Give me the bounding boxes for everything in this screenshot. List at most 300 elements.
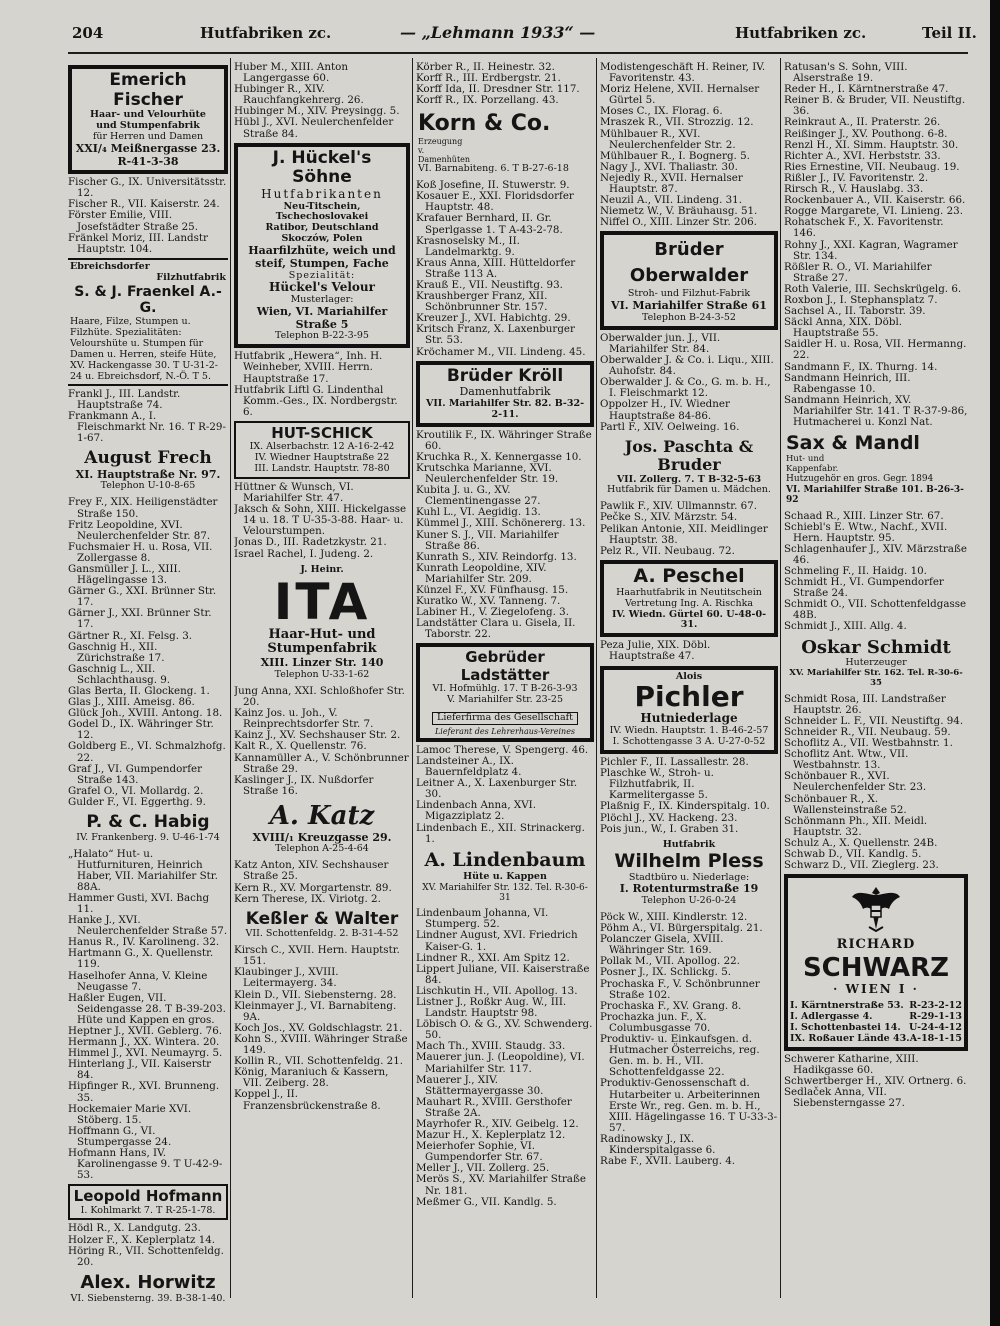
ad-line: Hutfabrikanten: [261, 186, 383, 201]
directory-entry: Schönbauer R., XVI. Neulerchenfelder Str. 23.: [784, 770, 927, 794]
ad-emerich-fischer: [68, 65, 228, 174]
ad-address: VII. Schottenfeldg. 2. B-31-4-52: [245, 928, 399, 940]
ad-line: Haarfilzhüte, weich und steif, Stumpen, Fache: [248, 244, 396, 270]
directory-entry: Gaschnig L., XII. Schlachthausg. 9.: [68, 662, 171, 686]
ad-company-name: P. & C. Habig: [86, 812, 210, 833]
page-number: 204: [72, 24, 104, 42]
ad-line: Alois: [675, 670, 703, 682]
directory-entry: Kleinmayer J., VI. Barnabiteng. 9A.: [234, 999, 397, 1023]
column-3: [416, 62, 594, 1314]
directory-entry: Neuzil A., VII. Lindeng. 31.: [600, 194, 742, 207]
directory-entry: Schmidt O., VII. Schottenfeldgasse 48B.: [784, 598, 967, 622]
directory-entry: Kraus Anna, XIII. Hütteldorfer Straße 113 A.: [416, 256, 576, 280]
ad-address: XVIII/₁ Kreuzgasse 29.: [252, 830, 392, 844]
directory-entry: Gulder F., VI. Eggerthg. 9.: [68, 795, 206, 808]
directory-entry: Schlagenhaufer J., XIV. Märzstraße 46.: [784, 542, 967, 566]
ad-company-name: Brüder Kröll: [446, 365, 564, 386]
branch-address: I. Kärntnerstraße 53.: [790, 999, 904, 1011]
directory-entry: Gaschnig H., XII. Zürichstraße 17.: [68, 640, 165, 664]
directory-entry: König, Maraniuch & Kassern, VII. Zeiberg. 28.: [234, 1066, 389, 1090]
directory-entry: Posner J., IX. Schlickg. 5.: [600, 966, 732, 979]
entry-list-schaad: [784, 511, 968, 633]
directory-entry: Ratusan's S. Sohn, VIII. Alserstraße 19.: [784, 62, 908, 85]
directory-entry: Pawlik F., XIV. Ullmannstr. 67.: [600, 500, 758, 513]
entry-list-hoedl: [68, 1223, 228, 1267]
ad-line: Hüte u. Kappen: [463, 870, 547, 882]
ad-katz: [234, 800, 410, 857]
directory-entry: Nejedly R., XVII. Hernalser Hauptstr. 87.: [600, 171, 743, 196]
ad-august-frech: [68, 447, 228, 494]
directory-entry: Schaad R., XIII. Linzer Str. 67.: [784, 509, 944, 522]
directory-entry: Kalt R., X. Quellenstr. 76.: [234, 740, 367, 753]
directory-entry: Holzer F., X. Keplerplatz 14.: [68, 1233, 216, 1246]
directory-entry: Rockenbauer A., VII. Kaiserstr. 66.: [784, 194, 966, 207]
directory-entry: Schmidt H., VI. Gumpendorfer Straße 24.: [784, 576, 944, 600]
ad-address: XI. Hauptstraße Nr. 97.: [75, 467, 221, 481]
column-1: [68, 62, 228, 1314]
ad-hut-schick: [234, 421, 410, 479]
directory-entry: Lindenbaum Johanna, VI. Stumperg. 52.: [416, 907, 549, 931]
directory-entry: Rößler R. O., VI. Mariahilfer Straße 27.: [784, 260, 932, 284]
directory-entry: Pelz R., VII. Neubaug. 72.: [600, 544, 735, 557]
branch-phone: R-23-2-12: [909, 999, 962, 1011]
ad-address: XIII. Linzer Str. 140: [260, 656, 384, 670]
ad-address: XXI/₄ Meißnergasse 23. R-41-3-38: [75, 141, 221, 168]
directory-entry: Meßmer G., VII. Kandlg. 5.: [416, 1195, 557, 1208]
directory-entry: Merös S., XV. Mariahilfer Straße Nr. 181.: [416, 1173, 586, 1197]
ad-line: Haar- und Velourhüte: [90, 109, 206, 121]
ad-line: Haarhutfabrik in Neutitschein: [616, 586, 762, 598]
directory-entry: Hödl R., X. Landgutg. 23.: [68, 1222, 201, 1235]
entry-list-kirsch: [234, 945, 410, 1111]
directory-entry: Rißler J., IV. Favoritenstr. 2.: [784, 171, 929, 184]
ad-line: Hutfabrik: [662, 838, 716, 850]
ad-leopold-hofmann: [68, 1184, 228, 1220]
scan-edge: [990, 0, 1000, 1326]
ad-line: Vertretung Ing. A. Rischka: [624, 597, 754, 609]
directory-entry: Pöck W., XIII. Kindlerstr. 12.: [600, 911, 748, 924]
directory-entry: Künzel F., XV. Fünfhausg. 15.: [416, 584, 569, 596]
directory-entry: Hubinger R., XIV. Rauchfangkehrerg. 26.: [234, 83, 364, 107]
directory-entry: Roxbon J., I. Stephansplatz 7.: [784, 293, 938, 306]
ad-line: Stroh- und Filzhut-Fabrik: [627, 288, 751, 300]
directory-entry: Kubita J. u. G., XV. Clementinengasse 27.: [416, 484, 541, 508]
directory-entry: Kruchka R., X. Kennergasse 10.: [416, 450, 582, 463]
directory-entry: Reiner B. & Bruder, VII. Neustiftg. 36.: [784, 94, 966, 118]
column-4: [600, 62, 778, 1314]
directory-entry: Jonas D., III. Radetzkystr. 21.: [234, 536, 387, 549]
right-section-title: Hutfabriken zc.: [735, 24, 867, 42]
entry-list-frey-gulder: [68, 497, 228, 808]
directory-entry: Plöchl J., XV. Hackeng. 23.: [600, 811, 738, 824]
ad-address: I. Kohlmarkt 7. T R-25-1-78.: [80, 1204, 216, 1216]
directory-entry: Lippert Juliane, VII. Kaiserstraße 84.: [416, 962, 590, 986]
directory-entry: Mühlbauer R., I. Bognerg. 5.: [600, 149, 750, 162]
directory-entry: Plaßnig F., IX. Kinderspitalg. 10.: [600, 800, 770, 813]
directory-entry: Korff Ida, II. Dresdner Str. 117.: [416, 83, 580, 96]
ad-line: RICHARD: [836, 937, 916, 953]
ad-line: VI. Hofmühlg. 17. T B-26-3-93: [432, 682, 578, 694]
ad-pichler: [600, 666, 778, 755]
directory-entry: Peza Julie, XIX. Döbl. Hauptstraße 47.: [600, 639, 711, 663]
ad-address: VI. Siebensterng. 39. B-38-1-40.: [70, 1292, 226, 1304]
directory-entry: Listner J., Roßkr Aug. W., III. Landstr. Hauptstr 98.: [416, 995, 567, 1020]
directory-entry: Schoflitz A., VII. Westbahnstr. 1.: [784, 737, 953, 750]
ad-line: IV. Wiedn. Hauptstr. 1. B-46-2-57: [609, 725, 769, 737]
ad-address: IV. Frankenberg. 9. U-46-1-74: [76, 831, 220, 843]
entry-list-oberwalder: [600, 333, 778, 433]
directory-entry: Krauß E., VII. Neustiftg. 93.: [416, 279, 563, 291]
directory-entry: Partl F., XIV. Oelweing. 16.: [600, 420, 740, 433]
entry-list-koss: [416, 180, 594, 358]
ad-company-name: A. Peschel: [633, 564, 745, 587]
directory-entry: Kirsch C., XVII. Hern. Hauptstr. 151.: [234, 944, 400, 968]
directory-entry: Mauhart R., XVIII. Gersthofer Straße 2A.: [416, 1095, 572, 1119]
directory-entry: Schwab D., VII. Kandlg. 5.: [784, 847, 922, 860]
directory-entry: Prochazka jun. F., X. Columbusgasse 70.: [600, 1010, 711, 1034]
directory-entry: Kuhl L., VI. Aegidig. 13.: [416, 506, 541, 519]
branch-address: IX. Roßauer Lände 43.: [790, 1032, 910, 1044]
ad-phone: Telephon U-26-0-24: [641, 895, 737, 907]
directory-entry: Graf J., VI. Gumpendorfer Straße 143.: [68, 762, 203, 786]
directory-entry: Schulz A., X. Quellenstr. 24B.: [784, 836, 938, 849]
directory-entry: Kaslinger J., IX. Nußdorfer Straße 16.: [234, 773, 374, 797]
directory-entry: Labiner H., V. Ziegelofeng. 3.: [416, 606, 569, 619]
directory-entry: Haßler Eugen, VII. Seidengasse 28. T B-39-203. Hüte und Kappen en gros.: [68, 991, 226, 1026]
directory-entry: Hanus R., IV. Karolineng. 32.: [68, 936, 220, 949]
directory-entry: Kuratko W., XV. Tanneng. 7.: [416, 595, 561, 608]
column-divider: [596, 58, 597, 1298]
directory-entry: Sedlaček Anna, VII. Siebensterngasse 27.: [784, 1085, 905, 1109]
ad-company-name: Oskar Schmidt: [801, 636, 951, 658]
directory-entry: Hermann J., XX. Wintera. 20.: [68, 1036, 220, 1049]
directory-entry: Krutschka Marianne, XVI. Neulerchenfelder Str. 19.: [416, 461, 559, 486]
directory-entry: Kainz Jos. u. Joh., V. Reinprechtsdorfer Str. 7.: [234, 707, 374, 731]
ad-wilhelm-pless: [600, 838, 778, 909]
directory-entry: Fuchsmaier H. u. Rosa, VII. Zollergasse 8.: [68, 540, 213, 564]
directory-entry: Huber M., XIII. Anton Langergasse 60.: [234, 62, 348, 85]
directory-entry: Hüttner & Wunsch, VI. Mariahilfer Str. 47.: [234, 480, 354, 505]
ad-gebrueder-ladstaetter: [416, 643, 594, 741]
directory-entry: Modistengeschäft H. Reiner, IV. Favoritenstr. 43.: [600, 62, 766, 85]
directory-entry: Plaschke W., Stroh- u. Filzhutfabrik, II. Karmelitergasse 5.: [600, 767, 714, 802]
ad-line: Ratibor, Deutschland: [265, 222, 379, 234]
directory-entry: Himmel J., XVI. Neumayrg. 5.: [68, 1047, 223, 1060]
ad-line: und Stumpenfabrik: [96, 120, 200, 132]
directory-entry: Katz Anton, XIV. Sechshauser Straße 25.: [234, 859, 389, 883]
directory-entry: Höring R., VII. Schottenfeldg. 20.: [68, 1244, 224, 1268]
directory-entry: Pichler F., II. Lassallestr. 28.: [600, 756, 749, 769]
directory-entry: Krafauer Bernhard, II. Gr. Sperlgasse 1. T A-43-2-78.: [416, 212, 563, 236]
directory-entry: Prochaska F., XV. Grang. 8.: [600, 999, 742, 1012]
directory-entry: Jaksch & Sohn, XIII. Hickelgasse 14 u. 18. T U-35-3-88. Haar- u. Velourstumpen.: [234, 503, 407, 538]
directory-entry: Kern Therese, IX. Viriotg. 2.: [234, 892, 381, 905]
directory-entry: Radinowsky J., IX. Kinderspitalgasse 6.: [600, 1132, 716, 1156]
directory-entry: Renzl H., XI. Simm. Hauptstr. 30.: [784, 138, 959, 151]
column-divider: [780, 58, 781, 1298]
directory-entry: Pöhm A., VI. Bürgerspitalg. 21.: [600, 922, 763, 935]
directory-entry: Rogge Margarete, VI. Linieng. 23.: [784, 205, 963, 218]
entry-list-lamoc: [416, 745, 594, 845]
directory-entry: Förster Emilie, VIII. Josefstädter Straße 25.: [68, 209, 198, 233]
ad-line: V. Mariahilfer Str. 23-25: [446, 693, 564, 705]
directory-entry: Godel D., IX. Währinger Str. 12.: [68, 718, 214, 742]
directory-entry: Frey F., XIX. Heiligenstädter Straße 150.: [68, 496, 218, 520]
directory-entry: Mach Th., XVIII. Staudg. 33.: [416, 1040, 566, 1053]
ad-line: Haare, Filze, Stumpen u. Filzhüte. Spezialitäten: Velourshüte u. Stumpen für Damen u. Herren, steife Hüte, XV. Hackengasse 30. T U-31-2-24 u. Ebreichsdorf, N.-Ö. T 5.: [70, 315, 218, 382]
directory-entry: Körber R., II. Heinestr. 32.: [416, 62, 555, 73]
ad-line: Huterzeuger: [845, 657, 907, 669]
directory-entry: Löbisch O. & G., XV. Schwenderg. 50.: [416, 1018, 593, 1042]
directory-entry: Jung Anna, XXI. Schloßhofer Str. 20.: [234, 684, 405, 709]
entry-list-koerber: [416, 62, 594, 106]
ad-company-name: Sax & Mandl: [786, 432, 920, 455]
ad-line: I. Schottengasse 3 A. U-27-0-52: [612, 736, 766, 748]
ad-company-name: J. Hückel's Söhne: [272, 147, 372, 188]
entry-list-huettner: [234, 482, 410, 560]
directory-entry: Schwarz D., VII. Zieglerg. 23.: [784, 859, 939, 872]
ad-company-name: HUT-SCHICK: [271, 423, 373, 442]
directory-entry: Pollak M., VII. Apollog. 22.: [600, 955, 740, 968]
directory-entry: Mraszek R., VII. Strozzig. 12.: [600, 116, 754, 129]
directory-entry: Lamoc Therese, V. Spengerg. 46.: [416, 743, 589, 756]
directory-entry: Heptner J., XVII. Geblerg. 76.: [68, 1025, 223, 1037]
ad-line: Hutfabrik für Damen u. Mädchen.: [607, 484, 771, 496]
directory-entry: Schwerer Katharine, XIII. Hadikgasse 60.: [784, 1052, 919, 1076]
directory-entry: Hockemaier Marie XVI. Stöberg. 15.: [68, 1102, 192, 1126]
ad-fraenkel: [68, 258, 228, 386]
directory-entry: Goldberg E., VI. Schmalzhofg. 22.: [68, 740, 226, 764]
ad-brueder-kroell: [416, 361, 594, 427]
entry-list-ratusan: [784, 62, 968, 428]
directory-entry: Fischer G., IX. Universitätsstr. 12.: [68, 176, 227, 200]
ad-address: VII. Mariahilfer Str. 82. B-32-2-11.: [425, 397, 585, 420]
entry-list-poeck: [600, 912, 778, 1167]
directory-entry: Pelikan Antonie, XII. Meidlinger Hauptstr. 38.: [600, 522, 768, 546]
directory-entry: Lischkutin H., VII. Apollog. 13.: [416, 984, 578, 997]
directory-entry: Oberwalder J. & Co., G. m. b. H., I. Fleischmarkt 12.: [600, 376, 771, 400]
directory-entry: Schönbauer R., X. Wallensteinstraße 52.: [784, 792, 907, 816]
ad-address: VII. Zollerg. 7. T B-32-5-63: [616, 473, 762, 485]
ad-korn: [416, 109, 594, 177]
ad-line: Hückel's Velour: [269, 280, 375, 295]
directory-entry: Richter A., XVI. Herbststr. 33.: [784, 149, 941, 162]
header-rule: [68, 52, 968, 54]
directory-entry: Lindner August, XVI. Friedrich Kaiser-G. 1.: [416, 929, 578, 953]
directory-entry: Hanke J., XVI. Neulerchenfelder Straße 57.: [68, 914, 228, 938]
directory-entry: Kreuzer J., XVI. Habichtg. 29.: [416, 312, 571, 325]
ad-lindenbaum: [416, 848, 594, 905]
ad-company-name: Brüder Oberwalder: [629, 239, 749, 287]
ad-address: I. Rotenturmstraße 19: [619, 882, 759, 896]
directory-entry: Schoflitz Ant. Wtw., VII. Westbahnstr. 13.: [784, 748, 909, 772]
ad-address: VI. Mariahilfer Straße 101. B-26-3-92: [786, 484, 964, 506]
ad-company-name: SCHWARZ: [802, 953, 950, 984]
directory-entry: Schönmann Ph., XII. Meidl. Hauptstr. 32.: [784, 814, 928, 838]
ad-line: · WIEN I ·: [833, 982, 919, 997]
directory-entry: Saidler H. u. Rosa, VII. Hermanng. 22.: [784, 338, 967, 362]
ad-company-name: Wilhelm Pless: [614, 849, 764, 872]
ad-line: Haar-Hut- und: [268, 626, 376, 642]
ad-address: Wien, VI. Mariahilfer Straße 5: [256, 305, 388, 331]
entry-list-kroutilik: [416, 430, 594, 641]
ad-address: IV. Wiedn. Gürtel 60. U-48-0-31.: [611, 608, 767, 631]
directory-entry: Sachsel A., II. Taborstr. 39.: [784, 305, 926, 318]
directory-entry: Kritsch Franz, X. Laxenburger Str. 53.: [416, 323, 575, 347]
directory-entry: Kern R., XV. Morgartenstr. 89.: [234, 881, 392, 894]
directory-entry: Gansmüller J. L., XIII. Hägelingasse 13.: [68, 562, 181, 587]
directory-entry: Frankmann A., I. Fleischmarkt Nr. 16. T R-29-1-67.: [68, 410, 226, 445]
directory-entry: Moriz Helene, XVII. Hernalser Gürtel 5.: [600, 83, 760, 107]
ad-company-name: Jos. Paschta & Bruder: [624, 436, 754, 475]
directory-entry: Kannamüller A., V. Schönbrunner Straße 29.: [234, 751, 409, 775]
ad-line: Spezialität:: [288, 269, 356, 281]
directory-entry: Kollin R., VII. Schottenfeldg. 21.: [234, 1055, 404, 1068]
directory-entry: Mazur H., X. Keplerplatz 12.: [416, 1129, 566, 1142]
directory-entry: Lindenbach E., XII. Strinackerg. 1.: [416, 821, 585, 845]
directory-entry: Produktiv- u. Einkaufsgen. d. Hutmacher Österreichs, reg. Gen. m. b. H., VII. Schottenfeldgasse 22.: [600, 1033, 760, 1079]
directory-entry: „Halato“ Hut- u. Hutfurnituren, Heinrich Haber, VII. Mariahilfer Str. 88A.: [68, 847, 218, 893]
ad-line: Neu-Titschein, Tschechoslovakei: [275, 200, 369, 223]
directory-entry: Hübl J., XVI. Neulerchenfelder Straße 84.: [234, 116, 394, 140]
directory-entry: Produktiv-Genossenschaft d. Hutarbeiter u. Arbeiterinnen Erste Wr., reg. Gen. m. b. H., XIII. Hägelingasse 16. T U-33-3-57.: [600, 1077, 778, 1134]
ad-address: VI. Barnabiteng. 6. T B-27-6-18: [418, 163, 569, 175]
entry-list-schwerer: [784, 1054, 968, 1109]
ad-company-name: ITA: [273, 572, 371, 631]
directory-entry: Meller J., VII. Zollerg. 25.: [416, 1162, 550, 1175]
directory-entry: Hofmann Hans, IV. Karolinengasse 9. T U-42-9-53.: [68, 1147, 223, 1182]
ad-brueder-oberwalder: [600, 231, 778, 329]
directory-entry: Reißinger J., XV. Pouthong. 6-8.: [784, 127, 948, 140]
ad-line: Lieferfirma des Gesellschaft: [432, 712, 578, 725]
ad-line: für Herren und Damen: [92, 130, 204, 142]
directory-entry: Koch Jos., XV. Goldschlagstr. 21.: [234, 1021, 403, 1034]
branch-address: I. Schottenbastei 14.: [790, 1021, 901, 1033]
directory-entry: Schwertberger H., XIV. Ortnerg. 6.: [784, 1074, 967, 1087]
ad-company-name: Keßler & Walter: [245, 908, 399, 929]
directory-entry: Meierhofer Sophie, VI. Gumpendorfer Str. 67.: [416, 1140, 543, 1164]
directory-entry: Mühlbauer R., XVI. Neulerchenfelder Str. 2.: [600, 127, 736, 151]
ad-line: Stumpenfabrik: [267, 641, 377, 657]
directory-entry: Korff R., III. Erdbergstr. 21.: [416, 72, 561, 85]
entry-list-jung: [234, 686, 410, 797]
ad-phone: Telephon A-25-4-64: [275, 843, 369, 855]
column-5: [784, 62, 968, 1314]
ad-ita: [234, 563, 410, 683]
ad-kessler-walter: [234, 908, 410, 942]
directory-entry: Sandmann Heinrich, XV. Mariahilfer Str. 141. T R-37-9-86, Hutmacherei u. Konzl Nat.: [784, 393, 968, 428]
directory-entry: Kohn S., XVIII. Währinger Straße 149.: [234, 1032, 408, 1057]
directory-entry: Schmidt J., XIII. Allg. 4.: [784, 620, 907, 633]
directory-entry: Kröchamer M., VII. Lindeng. 45.: [416, 345, 586, 358]
directory-entry: Kroutilik F., IX. Währinger Straße 60.: [416, 428, 592, 452]
directory-entry: Oberwalder jun. J., VII. Mariahilfer Str. 84.: [600, 331, 721, 355]
directory-entry: Rirsch R., V. Hauslabg. 33.: [784, 183, 924, 196]
directory-entry: Rohny J., XXI. Kagran, Wagramer Str. 134.: [784, 238, 958, 262]
book-title: — „Lehmann 1933“ —: [400, 23, 596, 42]
entry-list-fischer-fraenkel: [68, 177, 228, 255]
directory-entry: Niemetz W., V. Bräuhausg. 51.: [600, 205, 758, 218]
directory-entry: Moses C., IX. Florag. 6.: [600, 105, 723, 118]
ad-line: Filzhutfabrik: [156, 271, 226, 283]
directory-entry: Frankl J., III. Landstr. Hauptstraße 74.: [68, 387, 181, 411]
directory-entry: Sandmann F., IX. Thurng. 14.: [784, 360, 938, 373]
ad-sax-mandl: [784, 431, 968, 507]
branch-phone: A-18-1-15: [909, 1032, 962, 1044]
ad-line: J. Heinr.: [300, 563, 344, 575]
ad-line: Skoczów, Polen: [281, 233, 363, 245]
directory-entry: Schneider R., VII. Neubaug. 59.: [784, 725, 951, 738]
directory-entry: Hubinger M., XIV. Preysingg. 5.: [234, 105, 400, 118]
ad-paschta: [600, 436, 778, 499]
directory-entry: Israel Rachel, I. Judeng. 2.: [234, 547, 374, 560]
ad-phone: Telephon B-22-3-95: [275, 330, 369, 342]
entry-list-lindenbaum: [416, 908, 594, 1208]
entry-list-halato-hofmann: [68, 849, 228, 1182]
ad-line: Erzeugung v. Damenhüten: [418, 136, 471, 165]
branch-phone: R-29-1-13: [909, 1010, 962, 1022]
directory-entry: Kraushberger Franz, XII. Schönbrunner Str. 157.: [416, 290, 548, 314]
ad-company-name: A. Katz: [269, 800, 375, 831]
ad-line: Hutniederlage: [640, 711, 738, 726]
directory-entry: Hinterlang J., VII. Kaiserstr 84.: [68, 1058, 212, 1082]
entry-list-pichler: [600, 757, 778, 835]
directory-entry: Lindner R., XXI. Am Spitz 12.: [416, 951, 570, 964]
ad-company-name: Emerich Fischer: [109, 70, 187, 110]
ad-company-name: Leopold Hofmann: [73, 1187, 223, 1206]
directory-entry: Roth Valerie, III. Sechskrügelg. 6.: [784, 282, 962, 295]
ad-phone: Telephon B-24-3-52: [642, 311, 736, 323]
directory-entry: Ries Ernestine, VII. Neubaug. 19.: [784, 160, 960, 173]
ad-line: Hut- und Kappenfabr.: [786, 453, 839, 474]
directory-entry: Kunrath S., XIV. Reindorfg. 13.: [416, 550, 577, 563]
directory-entry: Glas Berta, II. Glockeng. 1.: [68, 685, 210, 697]
ad-oskar-schmidt: [784, 636, 968, 691]
ad-line: Musterlager:: [290, 294, 354, 306]
directory-entry: Nagy J., XVI. Thaliastr. 30.: [600, 160, 738, 173]
ad-company-name: S. & J. Fraenkel A.-G.: [74, 283, 222, 316]
ad-peschel: [600, 560, 778, 638]
ad-line: Ebreichsdorfer: [70, 260, 150, 272]
column-divider: [230, 58, 231, 1298]
ad-company-name: Pichler: [634, 680, 744, 714]
ad-line: Hutzugehör en gros. Gegr. 1894: [786, 474, 934, 485]
directory-entry: Hartmann G., X. Quellenstr. 119.: [68, 947, 214, 971]
directory-entry: Koß Josefine, II. Stuwerstr. 9.: [416, 179, 570, 192]
directory-entry: Pečke S., XIV. Märzstr. 54.: [600, 511, 738, 524]
directory-entry: Fritz Leopoldine, XVI. Neulerchenfelder Str. 87.: [68, 518, 211, 542]
directory-entry: Polanczer Gisela, XVIII. Währinger Str. 169.: [600, 933, 724, 957]
directory-entry: Glas J., XIII. Ameisg. 86.: [68, 696, 195, 709]
ad-address: XV. Mariahilfer Str. 162. Tel. R-30-6-35: [789, 668, 963, 688]
ad-line: IV. Wiedner Hauptstraße 22: [254, 452, 390, 464]
directory-entry: Kümmel J., XIII. Schönererg. 13.: [416, 517, 586, 530]
directory-entry: Hutfabrik Liftl G. Lindenthal Komm.-Ges., IX. Nordbergstr. 6.: [234, 383, 398, 418]
branch-phone: U-24-4-12: [909, 1021, 962, 1033]
ad-company-name: Gebrüder Ladstätter: [460, 648, 550, 684]
ad-line: III. Landstr. Hauptstr. 78-80: [254, 463, 390, 475]
directory-entry: Gärtner R., XI. Felsg. 3.: [68, 629, 193, 642]
directory-entry: Leitner A., X. Laxenburger Str. 30.: [416, 777, 578, 801]
directory-entry: Schiebl's E. Wtw., Nachf., XVII. Hern. Hauptstr. 95.: [784, 520, 948, 544]
directory-entry: Reinkraut A., II. Praterstr. 26.: [784, 116, 941, 129]
left-section-title: Hutfabriken zc.: [200, 24, 332, 42]
directory-entry: Hipfinger R., XVI. Brunneng. 35.: [68, 1080, 220, 1104]
directory-entry: Mauerer jun. J. (Leopoldine), VI. Mariahilfer Str. 117.: [416, 1051, 585, 1075]
entry-list-huber: [234, 62, 410, 140]
directory-entry: Mauerer J., XIV. Stättermayergasse 30.: [416, 1073, 544, 1097]
directory-entry: Rohatschek F., X. Favoritenstr. 146.: [784, 216, 944, 240]
